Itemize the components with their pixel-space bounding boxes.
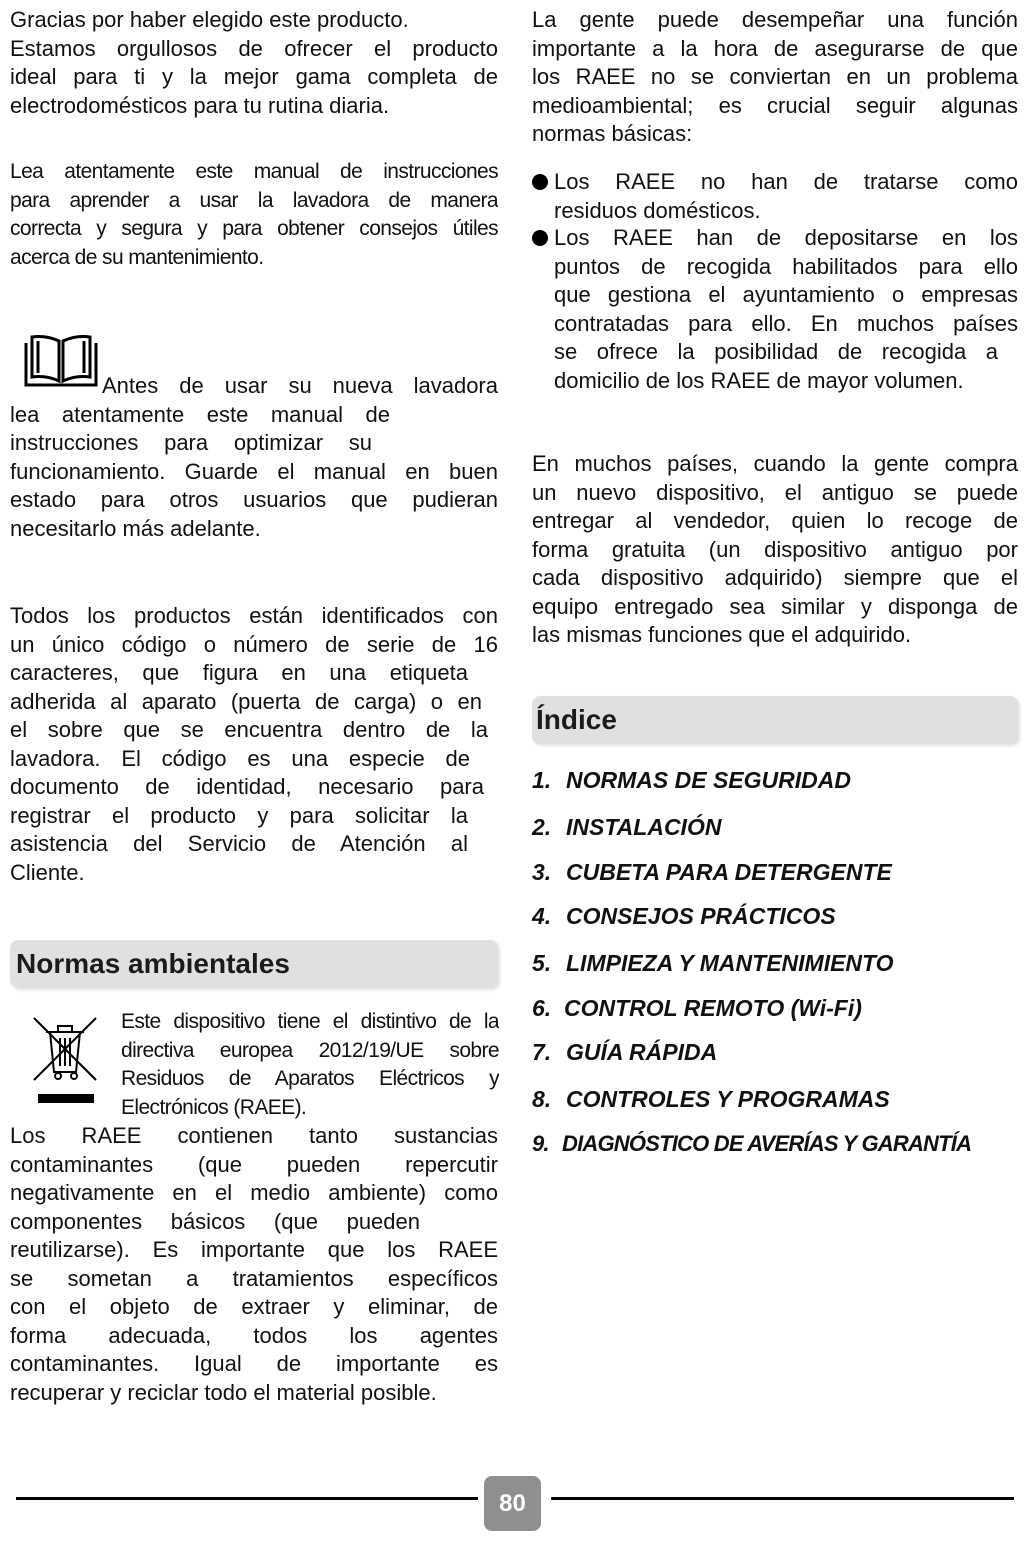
toc-label: CONTROL REMOTO (Wi-Fi) <box>564 995 862 1021</box>
text-line: para aprender a usar la lavadora de manera <box>10 188 498 212</box>
text-line: Residuos de Aparatos Eléctricos y <box>121 1067 499 1090</box>
text-line: reutilizarse). Es importante que los RAEE <box>10 1237 498 1262</box>
toc-label: LIMPIEZA Y MANTENIMIENTO <box>566 950 894 976</box>
text-line: ideal para ti y la mejor gama completa de <box>10 64 498 89</box>
text-line: medioambiental; es crucial seguir algunas <box>532 92 1018 118</box>
toc-number: 2. <box>532 814 552 840</box>
text-line: residuos domésticos. <box>554 197 761 223</box>
text-line: Cliente. <box>10 859 85 885</box>
text-line: necesitarlo más adelante. <box>10 515 261 541</box>
text-line: asistencia del Servicio de Atención al <box>10 831 468 856</box>
text-line: recuperar y reciclar todo el material posible. <box>10 1379 437 1405</box>
toc-item[interactable] <box>532 903 836 930</box>
text-line: registrar el producto y para solicitar la <box>10 802 468 828</box>
text-line: adherida al aparato (puerta de carga) o en <box>10 688 482 714</box>
text-line: correcta y segura y para obtener consejos útiles <box>10 217 498 240</box>
toc-number: 9. <box>532 1131 549 1156</box>
text-line: contratadas para ello. En muchos países <box>554 310 1018 336</box>
normas-ambientales-heading: Normas ambientales <box>10 940 498 988</box>
text-line: caracteres, que figura en una etiqueta <box>10 660 468 685</box>
bullet-dot-icon <box>532 230 548 246</box>
products-paragraph <box>10 602 498 887</box>
toc-label: INSTALACIÓN <box>566 814 722 840</box>
text-line: electrodomésticos para tu rutina diaria. <box>10 92 390 118</box>
before-use-paragraph <box>10 372 498 543</box>
text-line: La gente puede desempeñar una función <box>532 7 1018 32</box>
text-line: Los RAEE no han de tratarse como <box>554 169 1018 194</box>
text-line: Todos los productos están identificados con <box>10 603 498 628</box>
text-line: las mismas funciones que el adquirido. <box>532 622 912 647</box>
toc-label: CONSEJOS PRÁCTICOS <box>566 903 836 929</box>
toc-item[interactable] <box>532 859 892 886</box>
toc-item[interactable] <box>532 1131 971 1157</box>
text-line: entregar al vendedor, quien lo recoge de <box>532 508 1018 533</box>
toc-label: CUBETA PARA DETERGENTE <box>566 859 892 885</box>
text-line: acerca de su mantenimiento. <box>10 245 264 269</box>
text-line: funcionamiento. Guarde el manual en buen <box>10 458 498 484</box>
text-line: Gracias por haber elegido este producto. <box>10 7 409 32</box>
weee-paragraph <box>121 1008 499 1122</box>
text-line: puntos de recogida habilitados para ello <box>554 253 1018 279</box>
text-line: un nuevo dispositivo, el antiguo se puede <box>532 479 1018 505</box>
toc-number: 1. <box>532 767 552 793</box>
toc-number: 7. <box>532 1039 552 1065</box>
bullet-text <box>554 224 1018 395</box>
bullet-text <box>554 168 1018 225</box>
text-line: Este dispositivo tiene el distintivo de la <box>121 1010 499 1033</box>
text-line: que gestiona el ayuntamiento o empresas <box>554 282 1018 307</box>
text-line: estado para otros usuarios que pudieran <box>10 487 498 512</box>
countries-paragraph <box>532 450 1018 650</box>
text-line: En muchos países, cuando la gente compra <box>532 451 1018 476</box>
crossed-out-bin-icon <box>30 1014 110 1110</box>
toc-label: NORMAS DE SEGURIDAD <box>566 767 851 793</box>
manual-intro-paragraph <box>10 158 498 272</box>
text-line: instrucciones para optimizar su <box>10 430 372 455</box>
toc-item[interactable] <box>532 995 862 1022</box>
text-line: importante a la hora de asegurarse de que <box>532 35 1018 61</box>
toc-item[interactable] <box>532 1086 890 1113</box>
toc-number: 6. <box>532 995 552 1021</box>
toc-item[interactable] <box>532 950 894 977</box>
text-line: normas básicas: <box>532 121 693 146</box>
toc-number: 5. <box>532 950 552 976</box>
toc-label: DIAGNÓSTICO DE AVERÍAS Y GARANTÍA <box>562 1131 972 1156</box>
text-line: lavadora. El código es una especie de <box>10 745 470 771</box>
toc-label: GUÍA RÁPIDA <box>566 1039 718 1065</box>
toc-item[interactable] <box>532 1039 717 1066</box>
text-line: componentes básicos (que pueden <box>10 1208 420 1234</box>
text-line: forma gratuita (un dispositivo antiguo por <box>532 536 1018 562</box>
text-line: directiva europea 2012/19/UE sobre <box>121 1038 499 1062</box>
people-paragraph <box>532 6 1018 149</box>
intro-paragraph <box>10 6 498 120</box>
text-line: se ofrece la posibilidad de recogida a <box>554 339 998 364</box>
toc-label: CONTROLES Y PROGRAMAS <box>566 1086 890 1112</box>
toc-number: 3. <box>532 859 552 885</box>
text-line: los RAEE no se conviertan en un problema <box>532 64 1018 89</box>
text-line: con el objeto de extraer y eliminar, de <box>10 1294 498 1319</box>
text-line: contaminantes. Igual de importante es <box>10 1351 498 1376</box>
indice-heading: Índice <box>532 696 1018 744</box>
footer-rule-left <box>16 1497 478 1500</box>
text-line: lea atentamente este manual de <box>10 401 390 427</box>
text-line: cada dispositivo adquirido) siempre que el <box>532 565 1018 590</box>
text-line: forma adecuada, todos los agentes <box>10 1322 498 1348</box>
toc-item[interactable] <box>532 767 851 794</box>
text-line: el sobre que se encuentra dentro de la <box>10 717 488 742</box>
toc-item[interactable] <box>532 814 721 841</box>
text-line: se sometan a tratamientos específicos <box>10 1265 498 1291</box>
text-line: documento de identidad, necesario para <box>10 774 484 799</box>
raee-paragraph <box>10 1122 498 1407</box>
text-line: Los RAEE han de depositarse en los <box>554 225 1018 250</box>
text-line: Electrónicos (RAEE). <box>121 1095 307 1119</box>
text-line: Antes de usar su nueva lavadora <box>102 373 498 398</box>
text-line: un único código o número de serie de 16 <box>10 631 498 657</box>
text-line: Estamos orgullosos de ofrecer el producto <box>10 35 498 61</box>
text-line: Los RAEE contienen tanto sustancias <box>10 1123 498 1148</box>
text-line: equipo entregado sea similar y disponga de <box>532 593 1018 619</box>
text-line: Lea atentamente este manual de instrucciones <box>10 160 498 183</box>
text-line: negativamente en el medio ambiente) como <box>10 1180 498 1205</box>
footer-rule-right <box>551 1497 1014 1500</box>
text-line: domicilio de los RAEE de mayor volumen. <box>554 367 964 393</box>
toc-number: 8. <box>532 1086 552 1112</box>
bullet-dot-icon <box>532 174 548 190</box>
page-number-badge: 80 <box>484 1476 541 1531</box>
toc-number: 4. <box>532 903 552 929</box>
text-line: contaminantes (que pueden repercutir <box>10 1151 498 1177</box>
